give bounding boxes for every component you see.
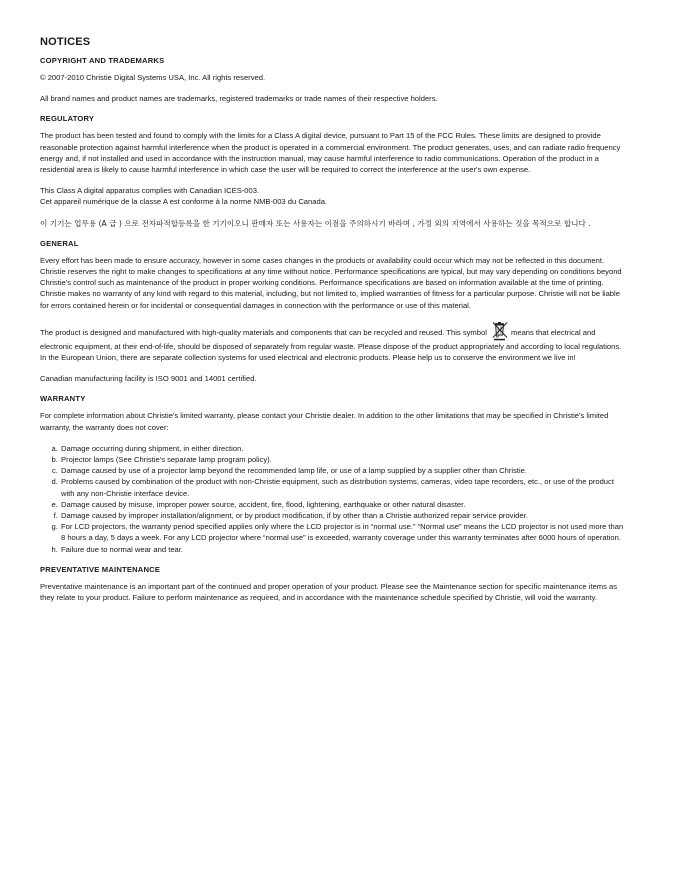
list-item: e. Damage caused by misuse, improper power source, accident, fire, flood, lightening, earthquake or other natural disaster. [60, 499, 624, 510]
page-title: NOTICES [40, 36, 91, 48]
regulatory-heading: REGULATORY [40, 114, 95, 124]
maintenance-text: Preventative maintenance is an important part of the continued and proper operation of your product. Please see the Maintenance section for specific maintenance items as they relate to your product. Failure to perform maintenance as required, and in accordance with the maintenance schedule specified by Christie, will void the warranty. [40, 581, 618, 603]
fcc-text: The product has been tested and found to comply with the limits for a Class A digital device, pursuant to Part 15 of the FCC Rules. These limits are designed to provide reasonable protection against harmful interference when the product is operated in a commercial environment. The product generates, uses, and can radiate radio frequency energy and, if not installed and used in accordance with the instruction manual, may cause harmful interference to radio communications. Operation of the product in a residential area is likely to cause harmful interference in which case the user will be required to correct the interference at the user's own expense. [40, 131, 621, 175]
warranty-heading: WARRANTY [40, 394, 86, 404]
canada-fr-text: Cet appareil numérique de la classe A est conforme à la norme NMB-003 du Canada. [40, 197, 328, 207]
maintenance-heading: PREVENTATIVE MAINTENANCE [40, 564, 161, 574]
copyright-line: © 2007-2010 Christie Digital Systems USA, Inc. All rights reserved. [40, 73, 266, 82]
accuracy-text: Every effort has been made to ensure accuracy, however in some cases changes in the products or availability could occur which may not be reflected in this document. Christie reserves the right to make changes to specifications at any time without notice. Performance specifications are typical, but may vary depending on conditions beyond Christie's control such as maintenance of the product in proper working conditions. Performance specifications are based on information available at the time of printing. Christie makes no warranty of any kind with regard to this material, including, but not limited to, implied warranties of fitness for a particular purpose. Christie will not be liable for errors contained herein or for incidental or consequential damages in connection with the performance or use of this material. [40, 255, 622, 310]
list-item: c. Damage caused by use of a projector lamp beyond the recommended lamp life, or use of a lamp supplied by a supplier other than Christie. [60, 465, 624, 476]
warranty-intro: For complete information about Christie's limited warranty, please contact your Christie dealer. In addition to the other limitations that may be specified in Christie's limited warranty, the warranty does not cover: [40, 411, 609, 432]
crossed-out-wheelie-bin-icon [491, 321, 509, 341]
canada-en-text: This Class A digital apparatus complies with Canadian ICES-003. [40, 186, 260, 196]
general-heading: GENERAL [40, 238, 79, 248]
list-item: b. Projector lamps (See Christie's separate lamp program policy). [60, 454, 624, 465]
recycle-text-before: The product is designed and manufactured with high-quality materials and components that can be recycled and reused. This symbol [40, 327, 487, 337]
warranty-exclusions-list [40, 443, 624, 555]
list-item: f. Damage caused by improper installation/alignment, or by product modification, if by other than a Christie authorized repair service provider. [60, 510, 624, 521]
recycle-text-after: means that electrical and electronic equipment, at their end-of-life, should be disposed of separately from regular waste. Please dispose of the product appropriately and according to local regulations. In the European Union, there are separate collection systems for used electrical and electronic products. Please help us to conserve the environment we live in! [40, 327, 622, 363]
copyright-heading: COPYRIGHT AND TRADEMARKS [40, 56, 165, 65]
list-item: d. Problems caused by combination of the product with non-Christie equipment, such as distribution systems, cameras, video tape recorders, etc., or use of the product with any non-Christie interface device. [60, 476, 624, 498]
list-item: h. Failure due to normal wear and tear. [60, 544, 624, 555]
recycle-text [40, 321, 624, 363]
korean-text: 이 기기는 업무용 (A 급 ) 으로 전자파적합등록을 한 기기이오니 판매자 또는 사용자는 이점을 주의하시기 바라며 , 가정 외의 지역에서 사용하는 것을 목적으로 합니다 . [40, 218, 591, 228]
iso-text: Canadian manufacturing facility is ISO 9001 and 14001 certified. [40, 374, 257, 384]
list-item: a. Damage occurring during shipment, in either direction. [60, 443, 624, 454]
trademarks-text: All brand names and product names are trademarks, registered trademarks or trade names of their respective holders. [40, 94, 438, 104]
list-item: g. For LCD projectors, the warranty period specified applies only where the LCD projector is in “normal use.” “Normal use” means the LCD projector is not used more than 8 hours a day, 5 days a week. For any LCD projector where “normal use” is exceeded, warranty coverage under this warranty terminates after 6000 hours of operation. [60, 521, 624, 543]
